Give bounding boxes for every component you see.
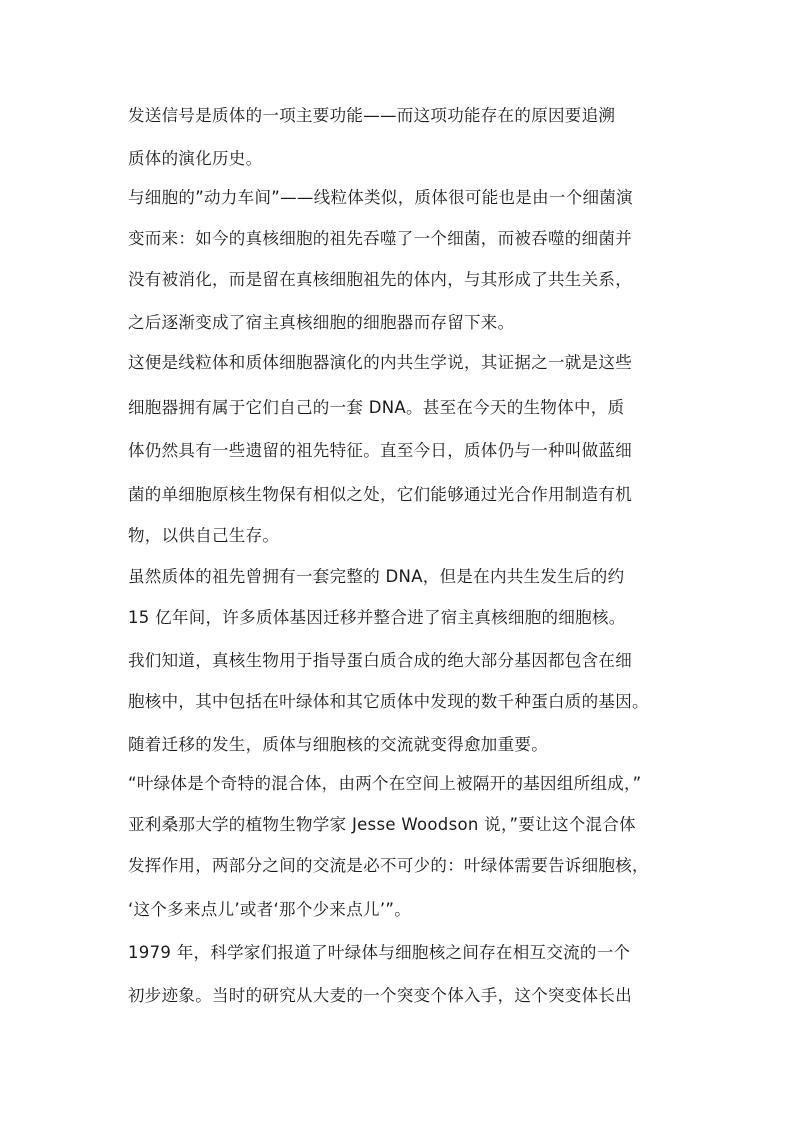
- text-line: 之后逐渐变成了宿主真核细胞的细胞器而存留下来。: [128, 313, 515, 332]
- text-line: 发挥作用，两部分之间的交流是必不可少的：叶绿体需要告诉细胞核，: [128, 856, 649, 875]
- text-line: 亚利桑那大学的植物生物学家 Jesse Woodson 说，”要让这个混合体: [128, 815, 636, 834]
- text-line: 与细胞的”动力车间”——线粒体类似，质体很可能也是由一个细菌演: [128, 188, 633, 207]
- text-line: 15 亿年间，许多质体基因迁移并整合进了宿主真核细胞的细胞核。: [128, 608, 626, 627]
- text-line: 这便是线粒体和质体细胞器演化的内共生学说，其证据之一就是这些: [128, 353, 632, 372]
- text-line: 体仍然具有一些遗留的祖先特征。直至今日，质体仍与一种叫做蓝细: [128, 441, 632, 460]
- text-line: 初步迹象。当时的研究从大麦的一个突变个体入手，这个突变体长出: [128, 986, 632, 1005]
- text-line: 菌的单细胞原核生物保有相似之处，它们能够通过光合作用制造有机: [128, 485, 632, 504]
- text-line: 发送信号是质体的一项主要功能——而这项功能存在的原因要追溯: [128, 106, 616, 125]
- text-line: 变而来：如今的真核细胞的祖先吞噬了一个细菌，而被吞噬的细菌并: [128, 229, 632, 248]
- text-line: “叶绿体是个奇特的混合体，由两个在空间上被隔开的基因组所组成，”: [128, 774, 642, 793]
- text-line: 胞核中，其中包括在叶绿体和其它质体中发现的数千种蛋白质的基因。: [128, 692, 649, 711]
- text-line: 虽然质体的祖先曾拥有一套完整的 DNA，但是在内共生发生后的约: [128, 567, 625, 586]
- text-line: 我们知道，真核生物用于指导蛋白质合成的绝大部分基因都包含在细: [128, 651, 632, 670]
- text-line: 1979 年，科学家们报道了叶绿体与细胞核之间存在相互交流的一个: [128, 943, 631, 962]
- text-line: ‘这个多来点儿’或者‘那个少来点儿’”。: [128, 900, 412, 919]
- text-line: 随着迁移的发生，质体与细胞核的交流就变得愈加重要。: [128, 735, 548, 754]
- text-line: 物，以供自己生存。: [128, 526, 280, 545]
- text-line: 质体的演化历史。: [128, 149, 263, 168]
- text-line: 没有被消化，而是留在真核细胞祖先的体内，与其形成了共生关系，: [128, 270, 632, 289]
- text-line: 细胞器拥有属于它们自己的一套 DNA。甚至在今天的生物体中，质: [128, 398, 625, 417]
